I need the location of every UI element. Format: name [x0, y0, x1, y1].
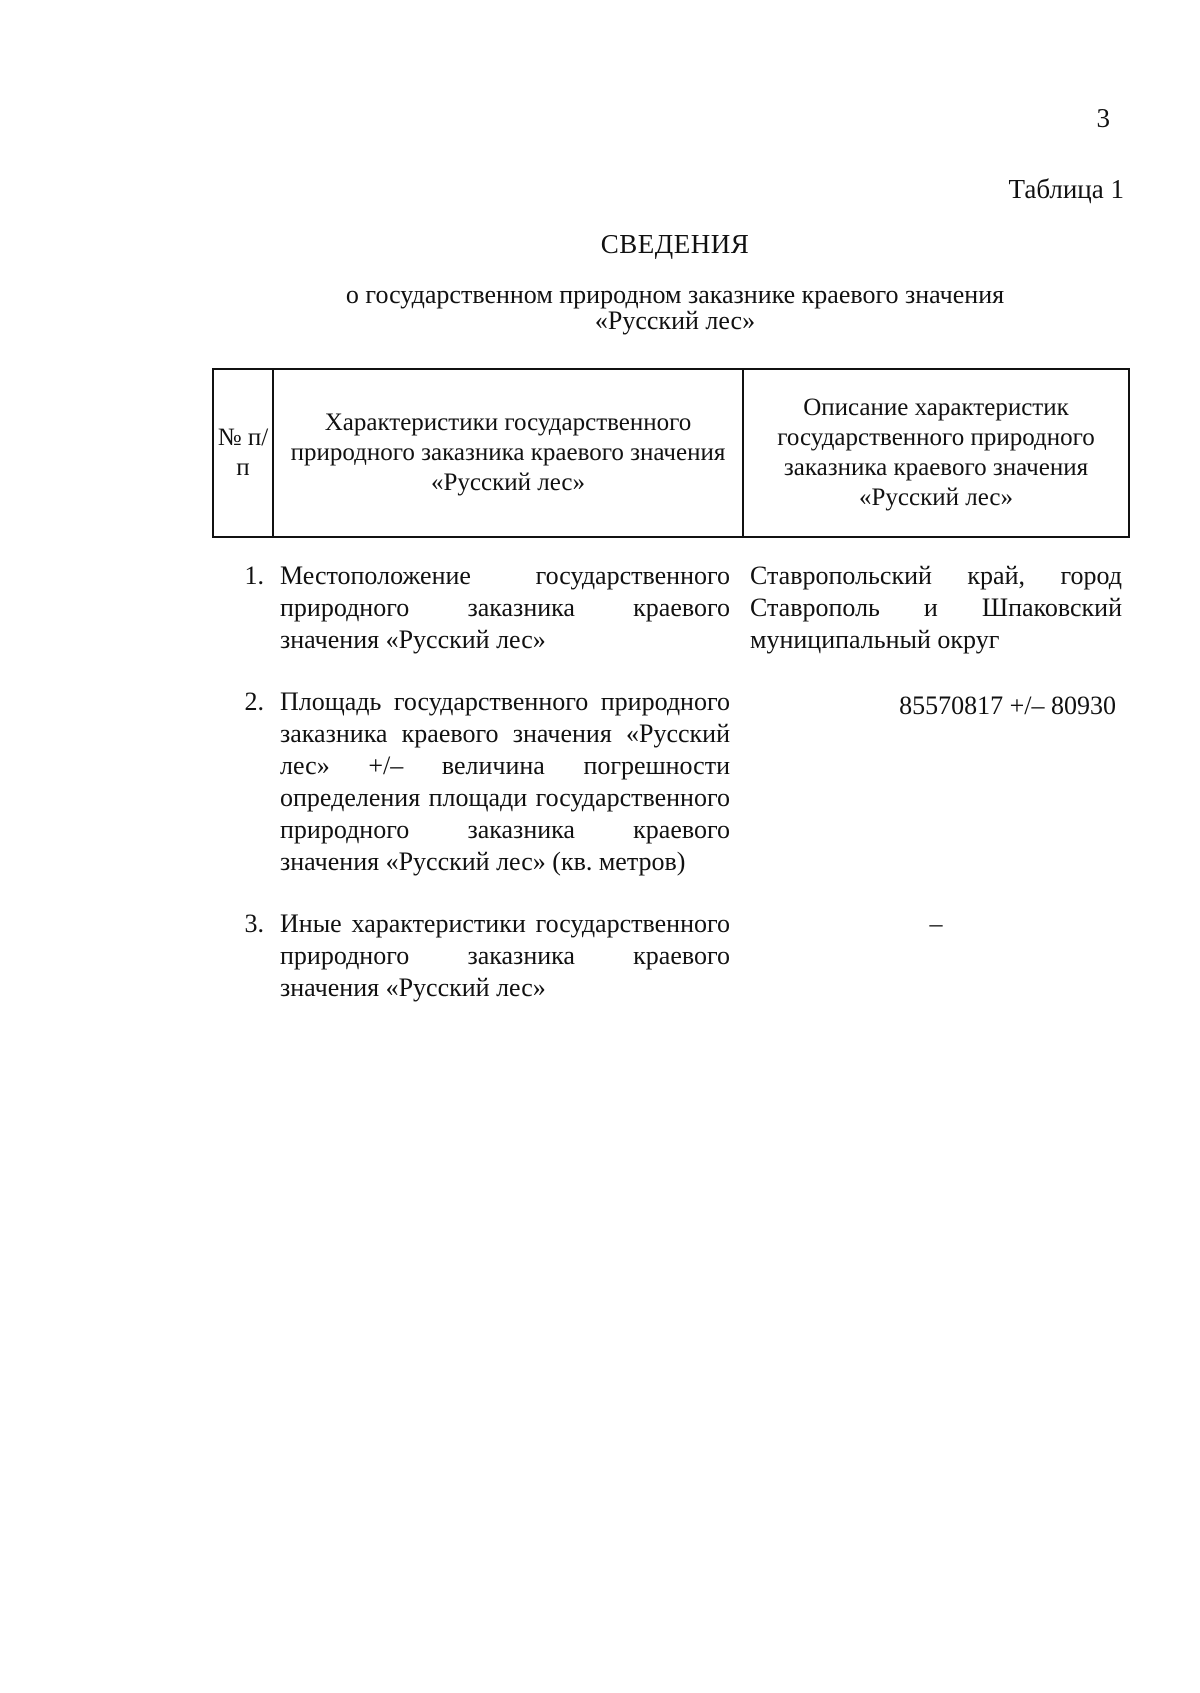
table-body — [212, 560, 1130, 1034]
header-number: № п/п — [217, 424, 269, 481]
row-characteristic: Иные характеристики государственного природного заказника краевого значения «Русский лес» — [280, 909, 730, 1002]
subtitle-line-2: «Русский лес» — [594, 306, 756, 335]
row-number: 3. — [244, 909, 264, 938]
table-label: Таблица 1 — [1008, 174, 1124, 204]
row-characteristic: Площадь государственного природного заказника краевого значения «Русский лес» +/– величина погрешности определения площади государственного природного заказника краевого значения «Русский лес» (кв. метров) — [280, 687, 730, 876]
table-header — [212, 368, 1130, 538]
page-number: 3 — [1096, 103, 1110, 133]
table-row — [212, 560, 1130, 656]
header-description: Описание характеристик государственного природного заказника краевого значения «Русский лес» — [742, 370, 1128, 536]
row-description: – — [929, 909, 943, 938]
row-number: 2. — [244, 687, 264, 716]
row-number: 1. — [244, 561, 264, 590]
document-subtitle — [200, 282, 1150, 334]
row-description: Ставропольский край, город Ставрополь и Шпаковский муниципальный округ — [750, 561, 1122, 654]
header-characteristic: Характеристики государственного природного заказника краевого значения «Русский лес» — [272, 370, 742, 536]
row-description: 85570817 +/– 80930 — [899, 691, 1116, 720]
table-row — [212, 686, 1130, 878]
subtitle-line-1: о государственном природном заказнике краевого значения — [345, 280, 1005, 309]
table-row — [212, 908, 1130, 1004]
row-characteristic: Местоположение государственного природного заказника краевого значения «Русский лес» — [280, 561, 730, 654]
document-title: СВЕДЕНИЯ — [600, 229, 750, 259]
